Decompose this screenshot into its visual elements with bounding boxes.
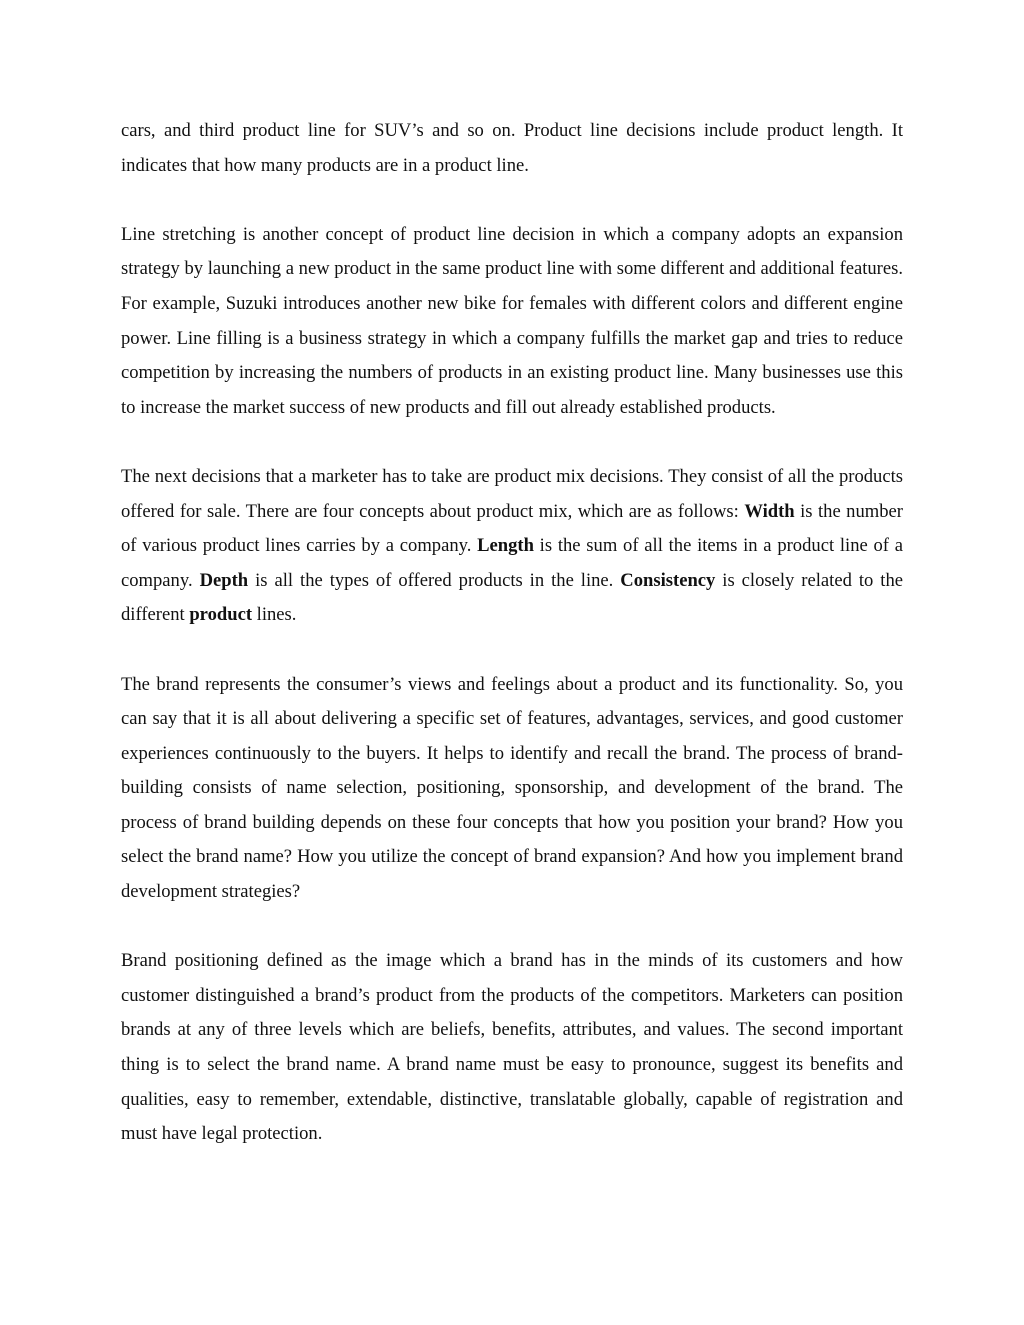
text-segment: cars, and third product line for SUV’s and so on. Product line decisions include product length. It indicates that how many products are in a product line. xyxy=(121,120,903,176)
term-product: product xyxy=(189,604,253,626)
text-segment: The brand represents the consumer’s views and feelings about a product and its functionality. So, you can say that it is all about delivering a specific set of features, advantages, services, and good customer experiences continuously to the buyers. It helps to identify and recall the brand. The process of brand-building consists of name selection, positioning, sponsorship, and development of the brand. The process of brand building depends on these four concepts that how you position your brand? How you select the brand name? How you utilize the concept of brand expansion? And how you implement brand development strategies? xyxy=(121,673,903,903)
text-segment: is the sum of all the items in a product line of a company. xyxy=(121,535,903,591)
paragraph-brand xyxy=(121,668,903,910)
text-segment: Line stretching is another concept of product line decision in which a company adopts an expansion strategy by launching a new product in the same product line with some different and additional features. For example, Suzuki introduces another new bike for females with different colors and different engine power. Line filling is a business strategy in which a company fulfills the market gap and tries to reduce competition by increasing the numbers of products in an existing product line. Many businesses use this to increase the market success of new products and fill out already established products. xyxy=(121,223,903,418)
document-page xyxy=(121,114,903,1186)
paragraph-brand-positioning xyxy=(121,944,903,1152)
text-segment: is closely related to the different xyxy=(121,569,904,626)
text-segment: is the number of various product lines carries by a company. xyxy=(121,500,903,557)
paragraph-product-length xyxy=(121,114,903,183)
term-depth: Depth xyxy=(199,569,249,591)
paragraph-line-stretching xyxy=(121,218,903,426)
text-segment: The next decisions that a marketer has to take are product mix decisions. They consist of all the products offered for sale. There are four concepts about product mix, which are as follows: xyxy=(121,465,903,522)
text-segment: lines. xyxy=(252,604,297,626)
text-segment: Brand positioning defined as the image which a brand has in the minds of its customers and how customer distinguished a brand’s product from the products of the competitors. Marketers can position brands at any of three levels which are beliefs, benefits, attributes, and values. The second important thing is to select the brand name. A brand name must be easy to pronounce, suggest its benefits and qualities, easy to remember, extendable, distinctive, translatable globally, capable of registration and must have legal protection. xyxy=(121,950,903,1145)
paragraph-product-mix xyxy=(121,460,903,633)
text-segment: is all the types of offered products in the line. xyxy=(248,569,621,591)
term-consistency: Consistency xyxy=(620,569,716,591)
term-length: Length xyxy=(477,535,534,557)
term-width: Width xyxy=(744,500,795,522)
